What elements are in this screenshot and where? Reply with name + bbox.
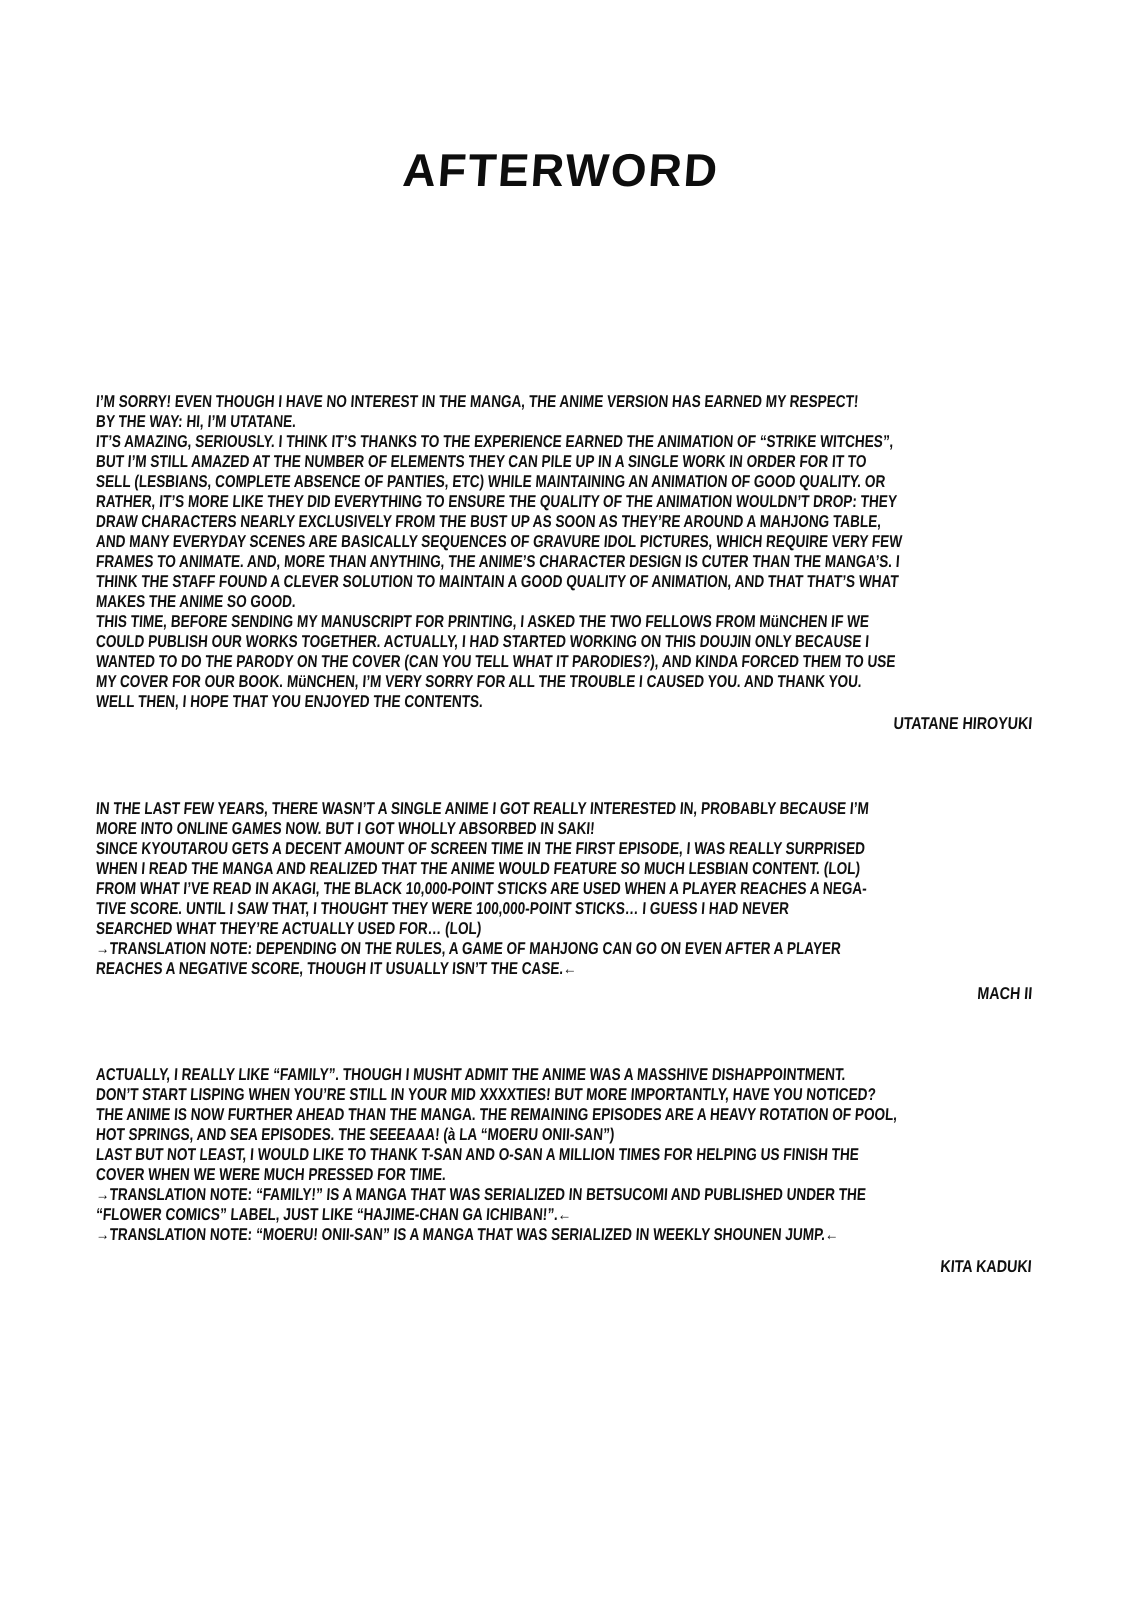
paragraph-kita-kaduki xyxy=(96,1065,1036,1245)
text-line: MORE INTO ONLINE GAMES NOW. BUT I GOT WHOLLY ABSORBED IN SAKI! xyxy=(95,819,596,838)
text-line: MY COVER FOR OUR BOOK. MüNCHEN, I’M VERY SORRY FOR ALL THE TROUBLE I CAUSED YOU. AND THANK YOU. xyxy=(95,672,863,691)
text-line: MAKES THE ANIME SO GOOD. xyxy=(95,592,297,611)
text-line: SINCE KYOUTAROU GETS A DECENT AMOUNT OF SCREEN TIME IN THE FIRST EPISODE, I WAS REALLY SURPRISED xyxy=(95,839,866,858)
text-line: IT’S AMAZING, SERIOUSLY. I THINK IT’S THANKS TO THE EXPERIENCE EARNED THE ANIMATION OF “STRIKE WITCHES”, xyxy=(95,432,895,451)
text-line: BUT I’M STILL AMAZED AT THE NUMBER OF ELEMENTS THEY CAN PILE UP IN A SINGLE WORK IN ORDER FOR IT TO xyxy=(95,452,868,471)
text-line: THIS TIME, BEFORE SENDING MY MANUSCRIPT FOR PRINTING, I ASKED THE TWO FELLOWS FROM MüNCHEN IF WE xyxy=(95,612,870,631)
text-line: ACTUALLY, I REALLY LIKE “FAMILY”. THOUGH I MUSHT ADMIT THE ANIME WAS A MASSHIVE DISHAPPOINTMENT. xyxy=(95,1065,847,1084)
text-line: RATHER, IT’S MORE LIKE THEY DID EVERYTHING TO ENSURE THE QUALITY OF THE ANIMATION WOULDN’T DROP: THEY xyxy=(95,492,898,511)
text-line: I’M SORRY! EVEN THOUGH I HAVE NO INTEREST IN THE MANGA, THE ANIME VERSION HAS EARNED MY RESPECT! xyxy=(95,392,860,411)
text-line: TIVE SCORE. UNTIL I SAW THAT, I THOUGHT THEY WERE 100,000-POINT STICKS… I GUESS I HAD NEVER xyxy=(95,899,790,918)
text-line: AND MANY EVERYDAY SCENES ARE BASICALLY SEQUENCES OF GRAVURE IDOL PICTURES, WHICH REQUIRE VERY FEW xyxy=(95,532,903,551)
text-line: FRAMES TO ANIMATE. AND, MORE THAN ANYTHING, THE ANIME’S CHARACTER DESIGN IS CUTER THAN THE MANGA’S. I xyxy=(95,552,901,571)
afterword-section-utatane xyxy=(96,392,1036,712)
text-line: WANTED TO DO THE PARODY ON THE COVER (CAN YOU TELL WHAT IT PARODIES?), AND KINDA FORCED THEM TO USE xyxy=(95,652,897,671)
text-line: HOT SPRINGS, AND SEA EPISODES. THE SEEEAAA! (à LA “MOERU ONII-SAN”) xyxy=(95,1125,616,1144)
text-line: FROM WHAT I’VE READ IN AKAGI, THE BLACK 10,000-POINT STICKS ARE USED WHEN A PLAYER REACHES A NEGA- xyxy=(95,879,868,898)
paragraph-mach-ii xyxy=(96,799,1036,979)
text-line: COVER WHEN WE WERE MUCH PRESSED FOR TIME. xyxy=(95,1165,447,1184)
paragraph-utatane xyxy=(96,392,1036,712)
text-line: “FLOWER COMICS” LABEL, JUST LIKE “HAJIME-CHAN GA ICHIBAN!”.← xyxy=(95,1205,573,1224)
text-line: IN THE LAST FEW YEARS, THERE WASN’T A SINGLE ANIME I GOT REALLY INTERESTED IN, PROBABLY BECAUSE I’M xyxy=(95,799,870,818)
text-line: SEARCHED WHAT THEY’RE ACTUALLY USED FOR… (LOL) xyxy=(95,919,483,938)
text-line: DON’T START LISPING WHEN YOU’RE STILL IN YOUR MID XXXXTIES! BUT MORE IMPORTANTLY, HAVE YOU NOTICED? xyxy=(95,1085,877,1104)
signature-kita-kaduki: KITA KADUKI xyxy=(940,1257,1033,1276)
text-line: BY THE WAY: HI, I’M UTATANE. xyxy=(95,412,297,431)
afterword-section-kita-kaduki xyxy=(96,1065,1036,1245)
text-line: WELL THEN, I HOPE THAT YOU ENJOYED THE CONTENTS. xyxy=(95,692,484,711)
text-line: →TRANSLATION NOTE: DEPENDING ON THE RULES, A GAME OF MAHJONG CAN GO ON EVEN AFTER A PLAYER xyxy=(95,939,842,958)
page-title: AFTERWORD xyxy=(401,144,721,196)
text-line: REACHES A NEGATIVE SCORE, THOUGH IT USUALLY ISN’T THE CASE.← xyxy=(95,959,578,978)
afterword-section-mach-ii xyxy=(96,799,1036,979)
text-line: THINK THE STAFF FOUND A CLEVER SOLUTION TO MAINTAIN A GOOD QUALITY OF ANIMATION, AND THAT THAT’S WHAT xyxy=(95,572,900,591)
text-line: WHEN I READ THE MANGA AND REALIZED THAT THE ANIME WOULD FEATURE SO MUCH LESBIAN CONTENT. (LOL) xyxy=(95,859,861,878)
text-line: SELL (LESBIANS, COMPLETE ABSENCE OF PANTIES, ETC) WHILE MAINTAINING AN ANIMATION OF GOOD QUALITY. OR xyxy=(95,472,887,491)
text-line: →TRANSLATION NOTE: “FAMILY!” IS A MANGA THAT WAS SERIALIZED IN BETSUCOMI AND PUBLISHED UNDER THE xyxy=(95,1185,867,1204)
text-line: THE ANIME IS NOW FURTHER AHEAD THAN THE MANGA. THE REMAINING EPISODES ARE A HEAVY ROTATION OF POOL, xyxy=(95,1105,898,1124)
text-line: DRAW CHARACTERS NEARLY EXCLUSIVELY FROM THE BUST UP AS SOON AS THEY’RE AROUND A MAHJONG TABLE, xyxy=(95,512,882,531)
text-line: LAST BUT NOT LEAST, I WOULD LIKE TO THANK T-SAN AND O-SAN A MILLION TIMES FOR HELPING US FINISH THE xyxy=(95,1145,860,1164)
text-line: COULD PUBLISH OUR WORKS TOGETHER. ACTUALLY, I HAD STARTED WORKING ON THIS DOUJIN ONLY BECAUSE I xyxy=(95,632,870,651)
signature-mach-ii: MACH II xyxy=(976,984,1033,1003)
text-line: →TRANSLATION NOTE: “MOERU! ONII-SAN” IS A MANGA THAT WAS SERIALIZED IN WEEKLY SHOUNEN JUMP.← xyxy=(95,1225,840,1244)
signature-utatane-hiroyuki: UTATANE HIROYUKI xyxy=(892,714,1033,733)
